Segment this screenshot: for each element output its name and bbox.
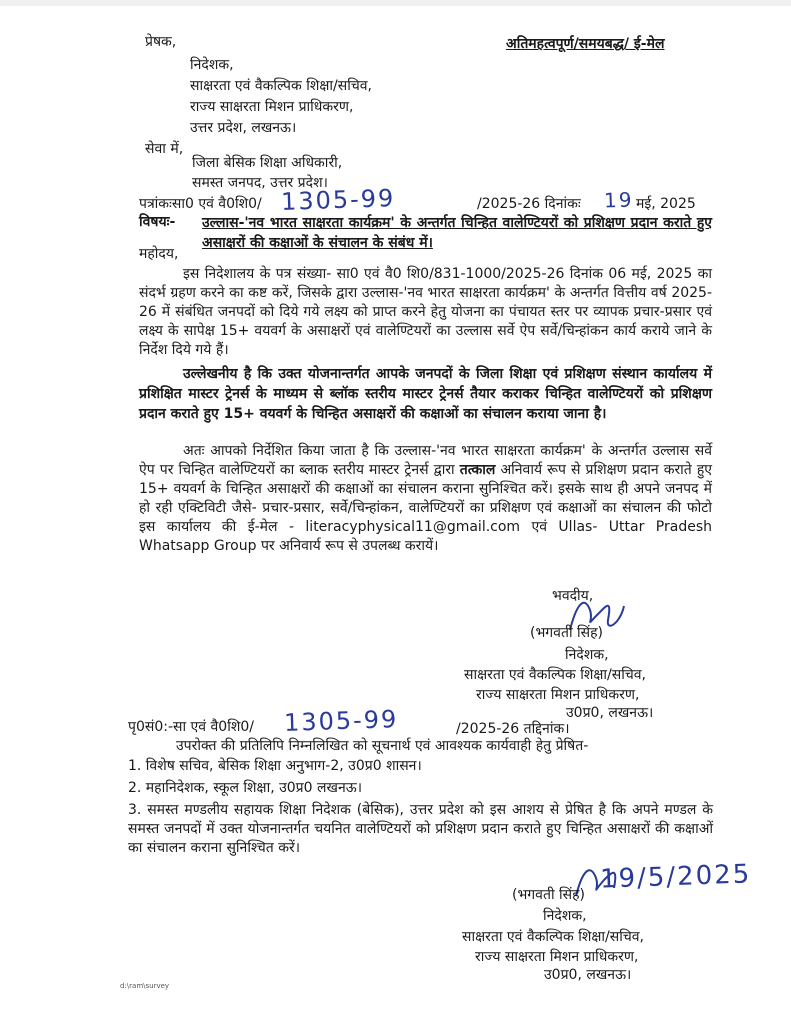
closing: भवदीय, xyxy=(552,588,594,604)
signatory-name: (भगवती सिंह) xyxy=(530,625,604,641)
endorsement-intro: उपरोक्त की प्रतिलिपि निम्नलिखित को सूचनार्थ एवं आवश्यक कार्यवाही हेतु प्रेषित- xyxy=(176,738,589,754)
paragraph-3-text-cont: अनिवार्य रूप से प्रशिक्षण प्रदान कराते हुए 15+ वयवर्ग के चिन्हित असाक्षरों की कक्षाओं का संचालन कराना सुनिश्चित करें। इसके साथ ही अपने जनपद में हो रही एक्टिविटी जैसे- प्रचार-प्रसार, सर्वे/चिन्हांकन, वालेण्टियरों का प्रशिक्षण एवं कक्षाओं का संचालन की फोटो इस कार्यालय की ई-मेल - literacyphysical11@gmail.com एवं Ullas- Uttar Pradesh Whatsapp Group पर अनिवार्य रूप से उपलब्ध करायें। xyxy=(139,462,713,554)
handwritten-endorsement-number: 1305-99 xyxy=(283,705,399,737)
footer-file-path: d:\ram\survey xyxy=(120,982,170,990)
signatory-line: निदेशक, xyxy=(565,647,609,663)
endorsement-signatory-line: निदेशक, xyxy=(543,908,587,924)
list-item: 1. विशेष सचिव, बेसिक शिक्षा अनुभाग-2, उ0प्र0 शासन। xyxy=(128,758,422,774)
endorsement-reference-suffix: /2025-26 तद्दिनांक। xyxy=(456,721,570,737)
paragraph-3-text: अतः आपको निर्देशित किया जाता है कि उल्लास-'नव भारत साक्षरता कार्यक्रम' के अन्तर्गत उल्लास सर्वे ऐप पर चिन्हित वालेण्टियरों का ब्लाक स्तरीय मास्टर ट्रेनर्स द्वारा xyxy=(139,443,712,478)
subject-text: उल्लास-'नव भारत साक्षरता कार्यक्रम' के अन्तर्गत चिन्हित वालेण्टियरों को प्रशिक्षण प्रदान कराते हुए असाक्षरों की कक्षाओं के संचालन के संबंध में। xyxy=(202,215,712,251)
reference-suffix: /2025-26 दिनांकः xyxy=(477,196,581,212)
endorsement-signatory-line: उ0प्र0, लखनऊ। xyxy=(544,967,632,983)
priority-label: अतिमहत्वपूर्ण/समयबद्ध/ ई-मेल xyxy=(506,36,665,52)
paragraph-1: इस निदेशालय के पत्र संख्या- सा0 एवं वै0 शि0/831-1000/2025-26 दिनांक 06 मई, 2025 का संदर्भ ग्रहण करने का कष्ट करें, जिसके द्वारा उल्लास-'नव भारत साक्षरता कार्यक्रम' के अन्तर्गत वित्तीय वर्ष 2025-26 में संबंधित जनपदों को दिये गये लक्ष्य को प्राप्त करने हेतु योजना का पंचायत स्तर पर व्यापक प्रचार-प्रसार एवं लक्ष्य के सापेक्ष 15+ वयवर्ग के असाक्षरों एवं वालेण्टियरों का उल्लास सर्वे ऐप सर्वे/चिन्हांकन कार्य कराये जाने के निर्देश दिये गये हैं। xyxy=(139,266,712,358)
subject-label: विषयः- xyxy=(139,214,176,230)
recipient-line: समस्त जनपद, उत्तर प्रदेश। xyxy=(192,175,328,191)
endorsement-list xyxy=(128,757,713,861)
sender-line: राज्य साक्षरता मिशन प्राधिकरण, xyxy=(190,99,354,115)
endorsement-signatory-line: साक्षरता एवं वैकल्पिक शिक्षा/सचिव, xyxy=(462,929,644,945)
handwritten-reference-number: 1305-99 xyxy=(280,184,396,216)
endorsement-signatory-name: (भगवती सिंह) xyxy=(512,887,586,903)
from-label: प्रेषक, xyxy=(145,34,177,50)
endorsement-reference-prefix: पृ0सं0:-सा एवं वै0शि0/ xyxy=(128,719,254,735)
to-label: सेवा में, xyxy=(145,141,184,157)
scan-edge xyxy=(0,0,791,6)
signatory-line: उ0प्र0, लखनऊ। xyxy=(566,705,654,721)
salutation: महोदय, xyxy=(139,246,179,262)
reference-prefix: पत्रांकःसा0 एवं वै0शि0/ xyxy=(139,196,262,212)
handwritten-signature-date: 19/5/2025 xyxy=(599,859,752,895)
paragraph-2: उल्लेखनीय है कि उक्त योजनान्तर्गत आपके जनपदों के जिला शिक्षा एवं प्रशिक्षण संस्थान कार्यालय में प्रशिक्षित मास्टर ट्रेनर्स के माध्यम से ब्लॉक स्तरीय मास्टर ट्रेनर्स तैयार कराकर चिन्हित वालेण्टियरों को प्रशिक्षण प्रदान कराते हुए 15+ वयवर्ग के चिन्हित असाक्षरों की कक्षाओं का संचालन कराया जाना है। xyxy=(139,366,712,422)
reference-date: मई, 2025 xyxy=(636,196,696,212)
paragraph-3 xyxy=(139,442,712,556)
paragraph-3-emphasis: तत्काल xyxy=(459,462,496,478)
recipient-line: जिला बेसिक शिक्षा अधिकारी, xyxy=(192,155,343,171)
signatory-line: साक्षरता एवं वैकल्पिक शिक्षा/सचिव, xyxy=(464,667,646,683)
list-item: 2. महानिदेशक, स्कूल शिक्षा, उ0प्र0 लखनऊ। xyxy=(128,780,363,796)
signatory-line: राज्य साक्षरता मिशन प्राधिकरण, xyxy=(476,687,640,703)
endorsement-signatory-line: राज्य साक्षरता मिशन प्राधिकरण, xyxy=(475,949,639,965)
sender-line: साक्षरता एवं वैकल्पिक शिक्षा/सचिव, xyxy=(190,78,372,94)
list-item: 3. समस्त मण्डलीय सहायक शिक्षा निदेशक (बेसिक), उत्तर प्रदेश को इस आशय से प्रेषित है कि अपने मण्डल के समस्त जनपदों में उक्त योजनान्तर्गत चयनित वालेण्टियरों को प्रशिक्षण प्रदान कराते हुए चिन्हित असाक्षरों की कक्षाओं का संचालन कराना सुनिश्चित करें। xyxy=(128,802,713,856)
handwritten-date-day: 19 xyxy=(603,187,634,213)
sender-line: निदेशक, xyxy=(190,57,234,73)
sender-line: उत्तर प्रदेश, लखनऊ। xyxy=(190,120,297,136)
